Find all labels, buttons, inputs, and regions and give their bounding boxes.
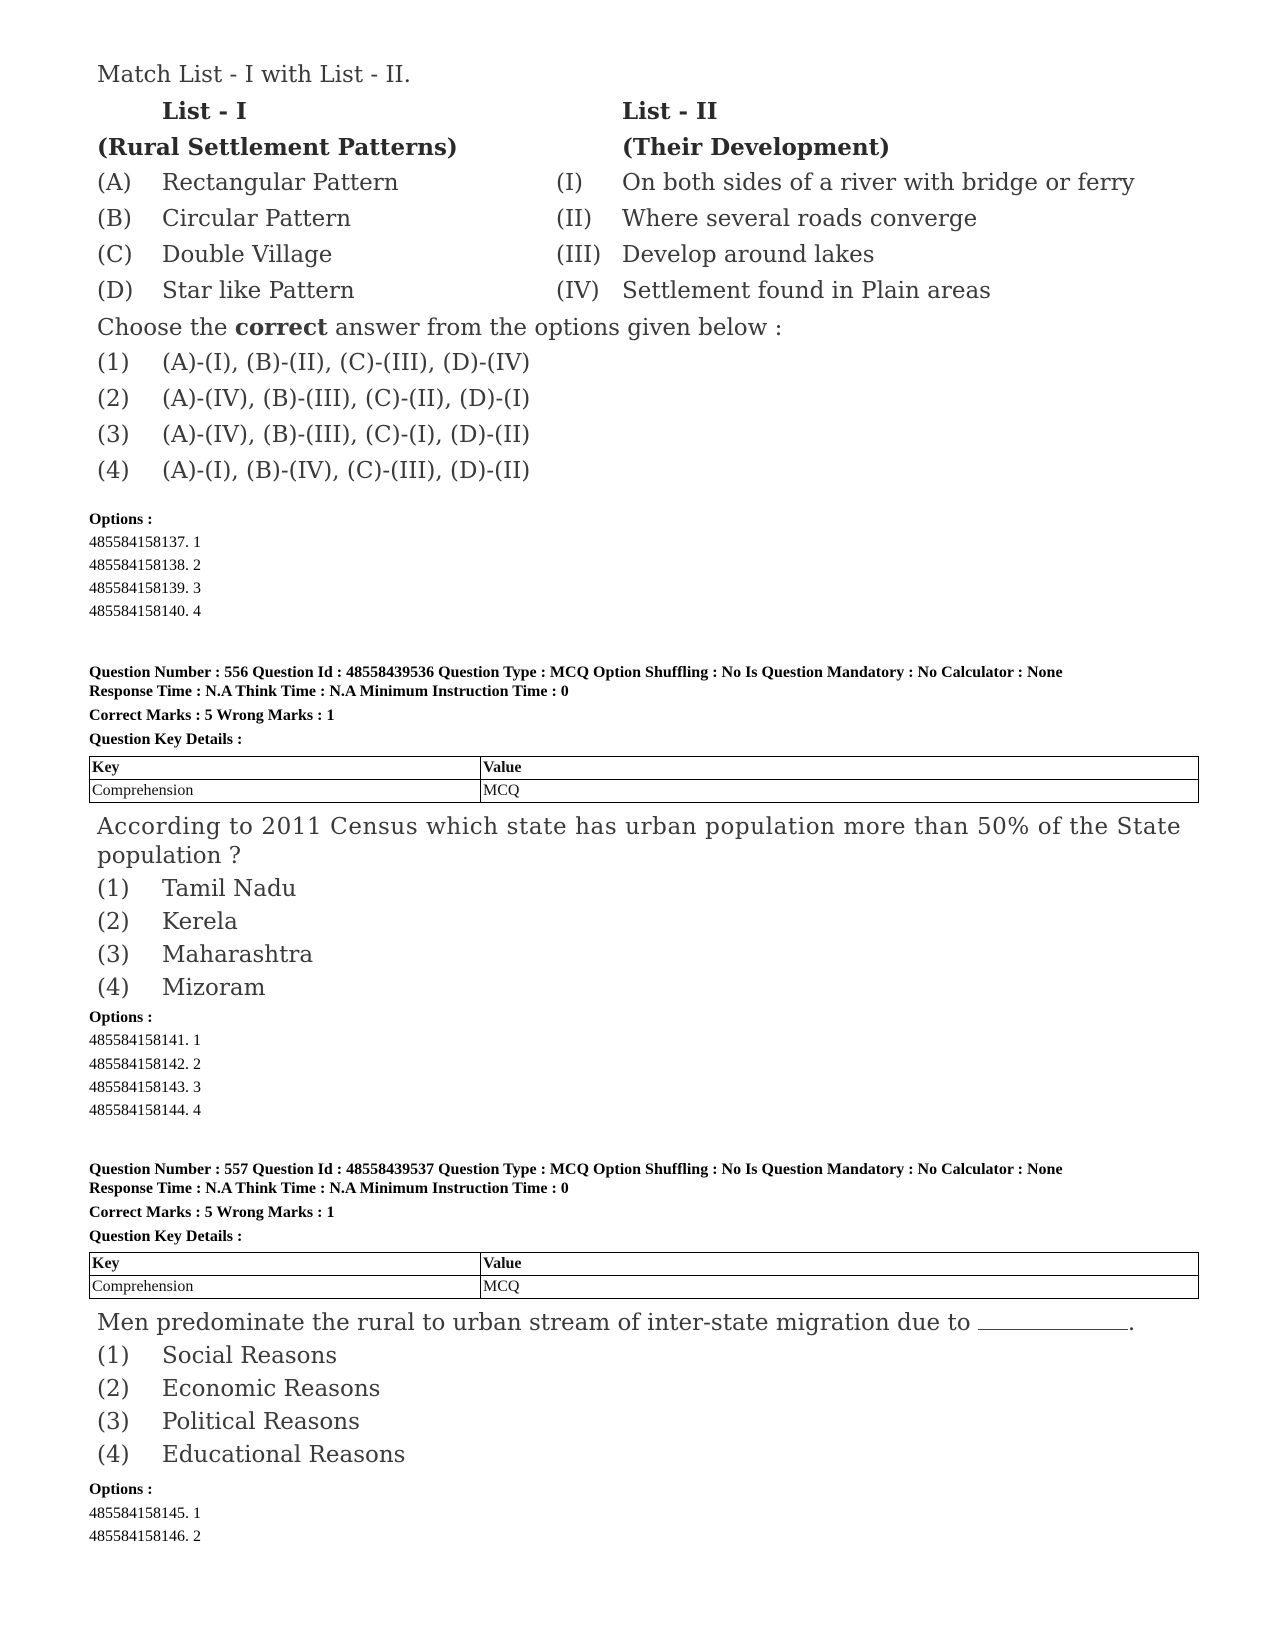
option-id: 485584158140. 4	[89, 603, 201, 620]
table-cell-key: Comprehension	[90, 1276, 481, 1299]
key-details-label: Question Key Details :	[89, 731, 243, 748]
row-d-label: (D)	[97, 278, 134, 304]
question-meta: Question Number : 557 Question Id : 48558439537 Question Type : MCQ Option Shuffling : No Is Question Mandatory : No Calculator : None	[89, 1161, 1063, 1178]
answer-4-num: (4)	[97, 1442, 130, 1468]
answer-2-num: (2)	[97, 909, 130, 935]
question-meta-times: Response Time : N.A Think Time : N.A Minimum Instruction Time : 0	[89, 683, 569, 700]
key-details-table	[89, 1252, 1199, 1299]
answer-2-text: (A)-(IV), (B)-(III), (C)-(II), (D)-(I)	[162, 386, 531, 412]
option-id: 485584158146. 2	[89, 1528, 201, 1545]
match-intro: Match List - I with List - II.	[97, 62, 411, 88]
row-b-label: (B)	[97, 206, 132, 232]
row-c-text: Double Village	[162, 242, 333, 268]
answer-1-text: Tamil Nadu	[162, 876, 297, 902]
row-c-label: (C)	[97, 242, 133, 268]
row-iv-text: Settlement found in Plain areas	[622, 278, 991, 304]
answer-2-num: (2)	[97, 1376, 130, 1402]
row-a-text: Rectangular Pattern	[162, 170, 399, 196]
row-d-text: Star like Pattern	[162, 278, 355, 304]
table-cell-key: Comprehension	[90, 780, 481, 803]
answer-1-num: (1)	[97, 1343, 130, 1369]
answer-blank	[978, 1311, 1128, 1330]
row-i-text: On both sides of a river with bridge or ferry	[622, 170, 1135, 196]
list1-subtitle: (Rural Settlement Patterns)	[97, 134, 458, 161]
table-header-value: Value	[481, 757, 1199, 780]
options-label: Options :	[89, 1481, 153, 1498]
answer-1-num: (1)	[97, 350, 130, 376]
marks: Correct Marks : 5 Wrong Marks : 1	[89, 1204, 335, 1221]
answer-3-num: (3)	[97, 422, 130, 448]
row-iii-text: Develop around lakes	[622, 242, 875, 268]
marks: Correct Marks : 5 Wrong Marks : 1	[89, 707, 335, 724]
answer-3-text: (A)-(IV), (B)-(III), (C)-(I), (D)-(II)	[162, 422, 531, 448]
answer-1-text: (A)-(I), (B)-(II), (C)-(III), (D)-(IV)	[162, 350, 531, 376]
list2-title: List - II	[622, 98, 718, 125]
table-header-key: Key	[90, 757, 481, 780]
answer-3-num: (3)	[97, 942, 130, 968]
option-id: 485584158144. 4	[89, 1102, 201, 1119]
answer-4-text: Mizoram	[162, 975, 266, 1001]
options-label: Options :	[89, 1009, 153, 1026]
list1-title: List - I	[162, 98, 247, 125]
option-id: 485584158137. 1	[89, 534, 201, 551]
row-iv-label: (IV)	[556, 278, 600, 304]
question-meta-times: Response Time : N.A Think Time : N.A Minimum Instruction Time : 0	[89, 1180, 569, 1197]
list2-subtitle: (Their Development)	[622, 134, 891, 161]
answer-2-num: (2)	[97, 386, 130, 412]
answer-2-text: Economic Reasons	[162, 1376, 381, 1402]
table-header-value: Value	[481, 1253, 1199, 1276]
key-details-table	[89, 756, 1199, 803]
option-id: 485584158141. 1	[89, 1032, 201, 1049]
row-a-label: (A)	[97, 170, 132, 196]
table-header-key: Key	[90, 1253, 481, 1276]
row-i-label: (I)	[556, 170, 584, 196]
row-b-text: Circular Pattern	[162, 206, 352, 232]
answer-3-num: (3)	[97, 1409, 130, 1435]
answer-4-num: (4)	[97, 458, 130, 484]
options-label: Options :	[89, 511, 153, 528]
option-id: 485584158142. 2	[89, 1056, 201, 1073]
table-cell-value: MCQ	[481, 1276, 1199, 1299]
answer-1-text: Social Reasons	[162, 1343, 338, 1369]
answer-1-num: (1)	[97, 876, 130, 902]
option-id: 485584158138. 2	[89, 557, 201, 574]
row-iii-label: (III)	[556, 242, 602, 268]
question-meta: Question Number : 556 Question Id : 48558439536 Question Type : MCQ Option Shuffling : No Is Question Mandatory : No Calculator : None	[89, 664, 1063, 681]
key-details-label: Question Key Details :	[89, 1228, 243, 1245]
answer-3-text: Political Reasons	[162, 1409, 360, 1435]
answer-3-text: Maharashtra	[162, 942, 314, 968]
option-id: 485584158139. 3	[89, 580, 201, 597]
row-ii-label: (II)	[556, 206, 593, 232]
answer-4-text: Educational Reasons	[162, 1442, 406, 1468]
option-id: 485584158143. 3	[89, 1079, 201, 1096]
question-text-cont: population ?	[97, 843, 242, 869]
answer-2-text: Kerela	[162, 909, 238, 935]
row-ii-text: Where several roads converge	[622, 206, 978, 232]
choose-instruction: Choose the correct answer from the options given below :	[97, 314, 783, 341]
question-text: According to 2011 Census which state has urban population more than 50% of the State	[97, 814, 1182, 840]
option-id: 485584158145. 1	[89, 1505, 201, 1522]
question-text: Men predominate the rural to urban stream of inter-state migration due to .	[97, 1310, 1136, 1336]
answer-4-text: (A)-(I), (B)-(IV), (C)-(III), (D)-(II)	[162, 458, 531, 484]
table-cell-value: MCQ	[481, 780, 1199, 803]
answer-4-num: (4)	[97, 975, 130, 1001]
